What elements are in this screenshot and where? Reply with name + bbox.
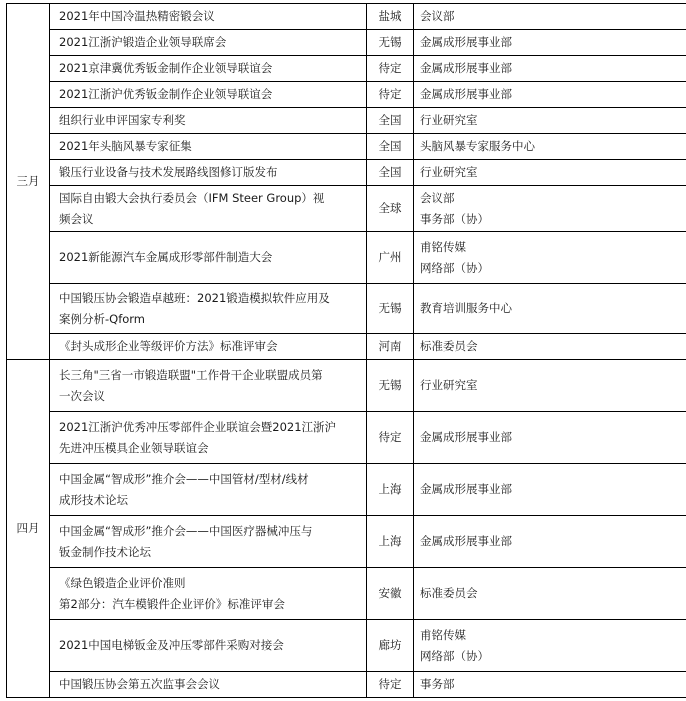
event-name-line: 2021江浙沪优秀冲压零部件企业联谊会暨2021江浙沪: [59, 419, 337, 434]
location-cell: 全国: [367, 160, 414, 186]
event-name-line: 成形技术论坛: [59, 492, 128, 507]
organizer-line: 甫铭传媒: [420, 627, 466, 642]
event-name-cell: [50, 82, 367, 108]
table-row: [7, 134, 686, 160]
event-name-cell: [50, 620, 367, 672]
organizer-line: 金属成形展事业部: [420, 482, 512, 496]
location-cell: 待定: [367, 82, 414, 108]
event-name-line: 先进冲压模具企业领导联谊会: [59, 440, 209, 455]
event-name-line: 一次会议: [59, 388, 105, 403]
organizer-line: 会议部: [420, 9, 455, 23]
table-row: [7, 464, 686, 516]
table-row: [7, 108, 686, 134]
organizer-line: 标准委员会: [420, 586, 478, 600]
organizer-cell: [414, 672, 686, 698]
location-cell: 待定: [367, 672, 414, 698]
location-cell: 待定: [367, 56, 414, 82]
organizer-line: 行业研究室: [420, 113, 478, 127]
month-cell: 四月: [7, 360, 50, 698]
organizer-line: 金属成形展事业部: [420, 35, 512, 49]
schedule-body: [7, 4, 686, 698]
event-name-line: 中国金属“智成形”推介会——中国管材/型材/线材: [59, 471, 309, 486]
organizer-cell: [414, 30, 686, 56]
event-name-line: 钣金制作技术论坛: [59, 544, 151, 559]
event-name-line: 频会议: [59, 211, 94, 226]
table-row: [7, 82, 686, 108]
organizer-cell: [414, 82, 686, 108]
event-name-line: 案例分析-Qform: [59, 311, 146, 326]
organizer-cell: [414, 620, 686, 672]
event-name-line: 2021京津冀优秀钣金制作企业领导联谊会: [59, 61, 273, 75]
location-cell: 上海: [367, 516, 414, 568]
organizer-line: 会议部: [420, 190, 455, 205]
table-row: [7, 672, 686, 698]
table-row: [7, 334, 686, 360]
event-name-cell: [50, 672, 367, 698]
organizer-line: 事务部: [420, 677, 455, 691]
table-row: [7, 412, 686, 464]
table-row: [7, 160, 686, 186]
organizer-line: 网络部（协）: [420, 648, 489, 663]
organizer-cell: [414, 56, 686, 82]
table-row: [7, 284, 686, 334]
location-cell: 无锡: [367, 360, 414, 412]
organizer-cell: [414, 4, 686, 30]
organizer-line: 金属成形展事业部: [420, 430, 512, 444]
organizer-line: 事务部（协）: [420, 211, 489, 226]
location-cell: 全国: [367, 108, 414, 134]
table-row: [7, 516, 686, 568]
organizer-cell: [414, 134, 686, 160]
event-name-cell: [50, 568, 367, 620]
organizer-line: 甫铭传媒: [420, 239, 466, 254]
event-name-cell: [50, 108, 367, 134]
table-row: [7, 30, 686, 56]
event-name-cell: [50, 232, 367, 284]
location-cell: 广州: [367, 232, 414, 284]
organizer-cell: [414, 334, 686, 360]
organizer-cell: [414, 568, 686, 620]
location-cell: 安徽: [367, 568, 414, 620]
location-cell: 廊坊: [367, 620, 414, 672]
event-name-line: 国际自由锻大会执行委员会（IFM Steer Group）视: [59, 190, 325, 205]
organizer-line: 头脑风暴专家服务中心: [420, 139, 535, 153]
event-name-line: 2021新能源汽车金属成形零部件制造大会: [59, 250, 273, 264]
organizer-cell: [414, 186, 686, 232]
organizer-cell: [414, 108, 686, 134]
table-row: [7, 568, 686, 620]
activity-schedule-table: [6, 3, 686, 698]
organizer-line: 金属成形展事业部: [420, 61, 512, 75]
location-cell: 河南: [367, 334, 414, 360]
organizer-cell: [414, 516, 686, 568]
organizer-cell: [414, 284, 686, 334]
event-name-line: 2021江浙沪锻造企业领导联席会: [59, 35, 227, 49]
location-cell: 待定: [367, 412, 414, 464]
organizer-cell: [414, 232, 686, 284]
event-name-line: 第2部分：汽车模锻件企业评价》标准评审会: [59, 596, 285, 611]
event-name-line: 中国锻压协会第五次监事会会议: [59, 677, 220, 691]
location-cell: 全国: [367, 134, 414, 160]
event-name-line: 组织行业申评国家专利奖: [59, 113, 186, 127]
location-cell: 盐城: [367, 4, 414, 30]
event-name-line: 《封头成形企业等级评价方法》标准评审会: [59, 339, 278, 353]
event-name-cell: [50, 464, 367, 516]
table-row: [7, 360, 686, 412]
organizer-line: 金属成形展事业部: [420, 534, 512, 548]
event-name-cell: [50, 284, 367, 334]
event-name-cell: [50, 334, 367, 360]
location-cell: 全球: [367, 186, 414, 232]
event-name-line: 2021年中国冷温热精密锻会议: [59, 9, 215, 23]
organizer-line: 金属成形展事业部: [420, 87, 512, 101]
event-name-line: 锻压行业设备与技术发展路线图修订版发布: [59, 165, 278, 179]
table-row: [7, 186, 686, 232]
table-row: [7, 4, 686, 30]
event-name-line: 长三角"三省一市锻造联盟"工作骨干企业联盟成员第: [59, 367, 323, 382]
event-name-cell: [50, 516, 367, 568]
month-cell: 三月: [7, 4, 50, 360]
event-name-cell: [50, 4, 367, 30]
organizer-line: 行业研究室: [420, 165, 478, 179]
event-name-cell: [50, 186, 367, 232]
event-name-line: 中国金属“智成形”推介会——中国医疗器械冲压与: [59, 523, 313, 538]
organizer-line: 网络部（协）: [420, 260, 489, 275]
event-name-cell: [50, 360, 367, 412]
event-name-line: 2021江浙沪优秀钣金制作企业领导联谊会: [59, 87, 273, 101]
organizer-line: 教育培训服务中心: [420, 301, 512, 315]
organizer-cell: [414, 360, 686, 412]
location-cell: 无锡: [367, 284, 414, 334]
event-name-cell: [50, 412, 367, 464]
location-cell: 无锡: [367, 30, 414, 56]
event-name-cell: [50, 134, 367, 160]
event-name-line: 中国锻压协会锻造卓越班：2021锻造模拟软件应用及: [59, 290, 330, 305]
table-row: [7, 620, 686, 672]
organizer-line: 行业研究室: [420, 378, 478, 392]
organizer-cell: [414, 160, 686, 186]
organizer-line: 标准委员会: [420, 339, 478, 353]
event-name-line: 2021年头脑风暴专家征集: [59, 139, 192, 153]
event-name-cell: [50, 30, 367, 56]
event-name-line: 2021中国电梯钣金及冲压零部件采购对接会: [59, 638, 284, 652]
event-name-cell: [50, 160, 367, 186]
event-name-line: 《绿色锻造企业评价准则: [59, 575, 186, 590]
organizer-cell: [414, 412, 686, 464]
event-name-cell: [50, 56, 367, 82]
table-row: [7, 232, 686, 284]
organizer-cell: [414, 464, 686, 516]
table-row: [7, 56, 686, 82]
location-cell: 上海: [367, 464, 414, 516]
